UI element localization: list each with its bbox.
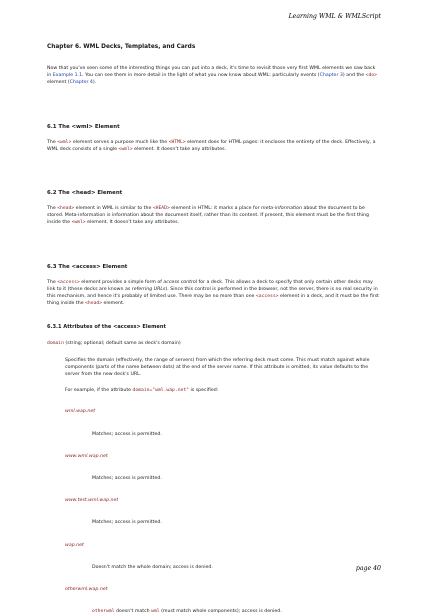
text: element. It doesn't take any attributes. xyxy=(85,220,180,226)
example-intro xyxy=(65,387,381,394)
section-heading-6-1: 6.1 The <wml> Element xyxy=(47,123,120,130)
text: element provides a simple form of xyxy=(79,279,164,285)
section-heading-6-3-1: 6.3.1 Attributes of the <access> Element xyxy=(47,324,166,331)
text: ). xyxy=(92,80,97,86)
text: element. It doesn't take any attributes. xyxy=(132,146,227,152)
section-heading-6-3: 6.3 The <access> Element xyxy=(47,263,128,270)
chapter-title: Chapter 6. WML Decks, Templates, and Cards xyxy=(47,44,196,50)
code-head: <head> xyxy=(57,206,75,212)
example-domain: wml.wap.net xyxy=(65,409,96,415)
example-result: Matches; access is permitted. xyxy=(92,476,162,482)
example-list xyxy=(47,408,381,615)
example-domain: otherwml.wap.net xyxy=(65,587,108,593)
code-access: <access> xyxy=(57,279,80,285)
text: element serves a purpose much like the xyxy=(71,139,169,145)
code-wml-component: wml xyxy=(151,609,160,615)
code-head: <head> xyxy=(85,301,103,307)
text: The xyxy=(47,279,58,285)
emphasis: meta-information xyxy=(261,206,302,212)
attribute-name: domain xyxy=(47,341,64,347)
section-6-1-paragraph xyxy=(47,139,381,153)
example-result: Doesn't match the whole domain; access is denied. xyxy=(92,564,213,570)
example-domain: wap.net xyxy=(65,542,84,548)
link-chapter-4[interactable]: Chapter 4 xyxy=(69,80,93,86)
link-example-1-1[interactable]: Example 1.1 xyxy=(52,73,83,79)
link-chapter-3[interactable]: Chapter 3 xyxy=(319,73,343,79)
text: . You can see them in more detail in the light of what you now know about WML: particularly events ( xyxy=(82,73,320,79)
text: element in WML is similar to the xyxy=(74,206,153,212)
intro-paragraph xyxy=(47,65,381,87)
example-result: Matches; access is permitted. xyxy=(92,520,162,526)
code-wml: <wml> xyxy=(118,146,133,152)
text: is specified: xyxy=(189,388,219,394)
section-6-3-paragraph xyxy=(47,279,381,308)
text: For example, if the attribute xyxy=(65,388,133,394)
emphasis: access control xyxy=(163,279,198,285)
page-content xyxy=(47,43,381,615)
code-access: <access> xyxy=(255,294,279,300)
text: ) and the xyxy=(342,73,366,79)
text: Now that you've seen some of the interesting things you can put into a deck, it's time to revisit those very first WML elements we saw back in xyxy=(47,66,376,79)
code-wml: <wml> xyxy=(57,139,72,145)
text: ). Since this control is performed in the browser, not the server, there is no real security in this mechanism, and hence it's probably of limited use. There may be no more than one xyxy=(47,286,378,300)
example-result xyxy=(92,608,381,615)
example-result: Matches; access is permitted. xyxy=(92,431,162,437)
code-otherwml: otherwml xyxy=(92,609,115,615)
running-head: Learning WML & WMLScript xyxy=(288,13,381,20)
attribute-description: (string; optional; default same as deck's domain) xyxy=(63,341,181,347)
section-6-2-paragraph xyxy=(47,205,381,227)
text: element. xyxy=(102,301,125,307)
page-number: page 40 xyxy=(355,565,381,572)
text: (must match whole components); access is denied. xyxy=(159,609,282,615)
text: for a deck. This allows a deck to specify that only certain other decks may link to it (these decks are known as xyxy=(47,279,373,292)
text: element does for HTML pages: it encloses the entirety of the deck. Effectively, a WML deck consists of a single xyxy=(47,139,376,152)
code-wml: <wml> xyxy=(71,220,86,226)
text: about the document to be stored. Meta-information is information about the document itself, rather than its content. If present, this element must be the first thing inside the xyxy=(47,206,369,226)
code-html-head: <HEAD> xyxy=(152,206,170,212)
code-domain-attr: domain="wml.wap.net" xyxy=(132,388,189,394)
text: The xyxy=(47,139,58,145)
text: element in a deck, and it must be the first thing inside the xyxy=(47,294,380,307)
text: element ( xyxy=(47,80,70,86)
emphasis: referring URLs xyxy=(131,286,166,292)
example-domain: www.wml.wap.net xyxy=(65,453,108,459)
section-heading-6-2: 6.2 The <head> Element xyxy=(47,190,123,197)
attribute-definition xyxy=(47,340,381,347)
text: element in HTML: it marks a place for xyxy=(169,206,261,212)
example-domain: www.test.wml.wap.net xyxy=(65,498,119,504)
code-html: <HTML> xyxy=(168,139,186,145)
text: The xyxy=(47,206,58,212)
code-do: <do> xyxy=(365,73,377,79)
text: doesn't match xyxy=(114,609,152,615)
attribute-explanation: Specifies the domain (effectively, the range of servers) from which the referring deck must come. This must match against whole components (parts of the name between dots) at the end of the server name. If this attribute is omitted, its value defaults to the server from the new deck's URL. xyxy=(65,357,370,378)
